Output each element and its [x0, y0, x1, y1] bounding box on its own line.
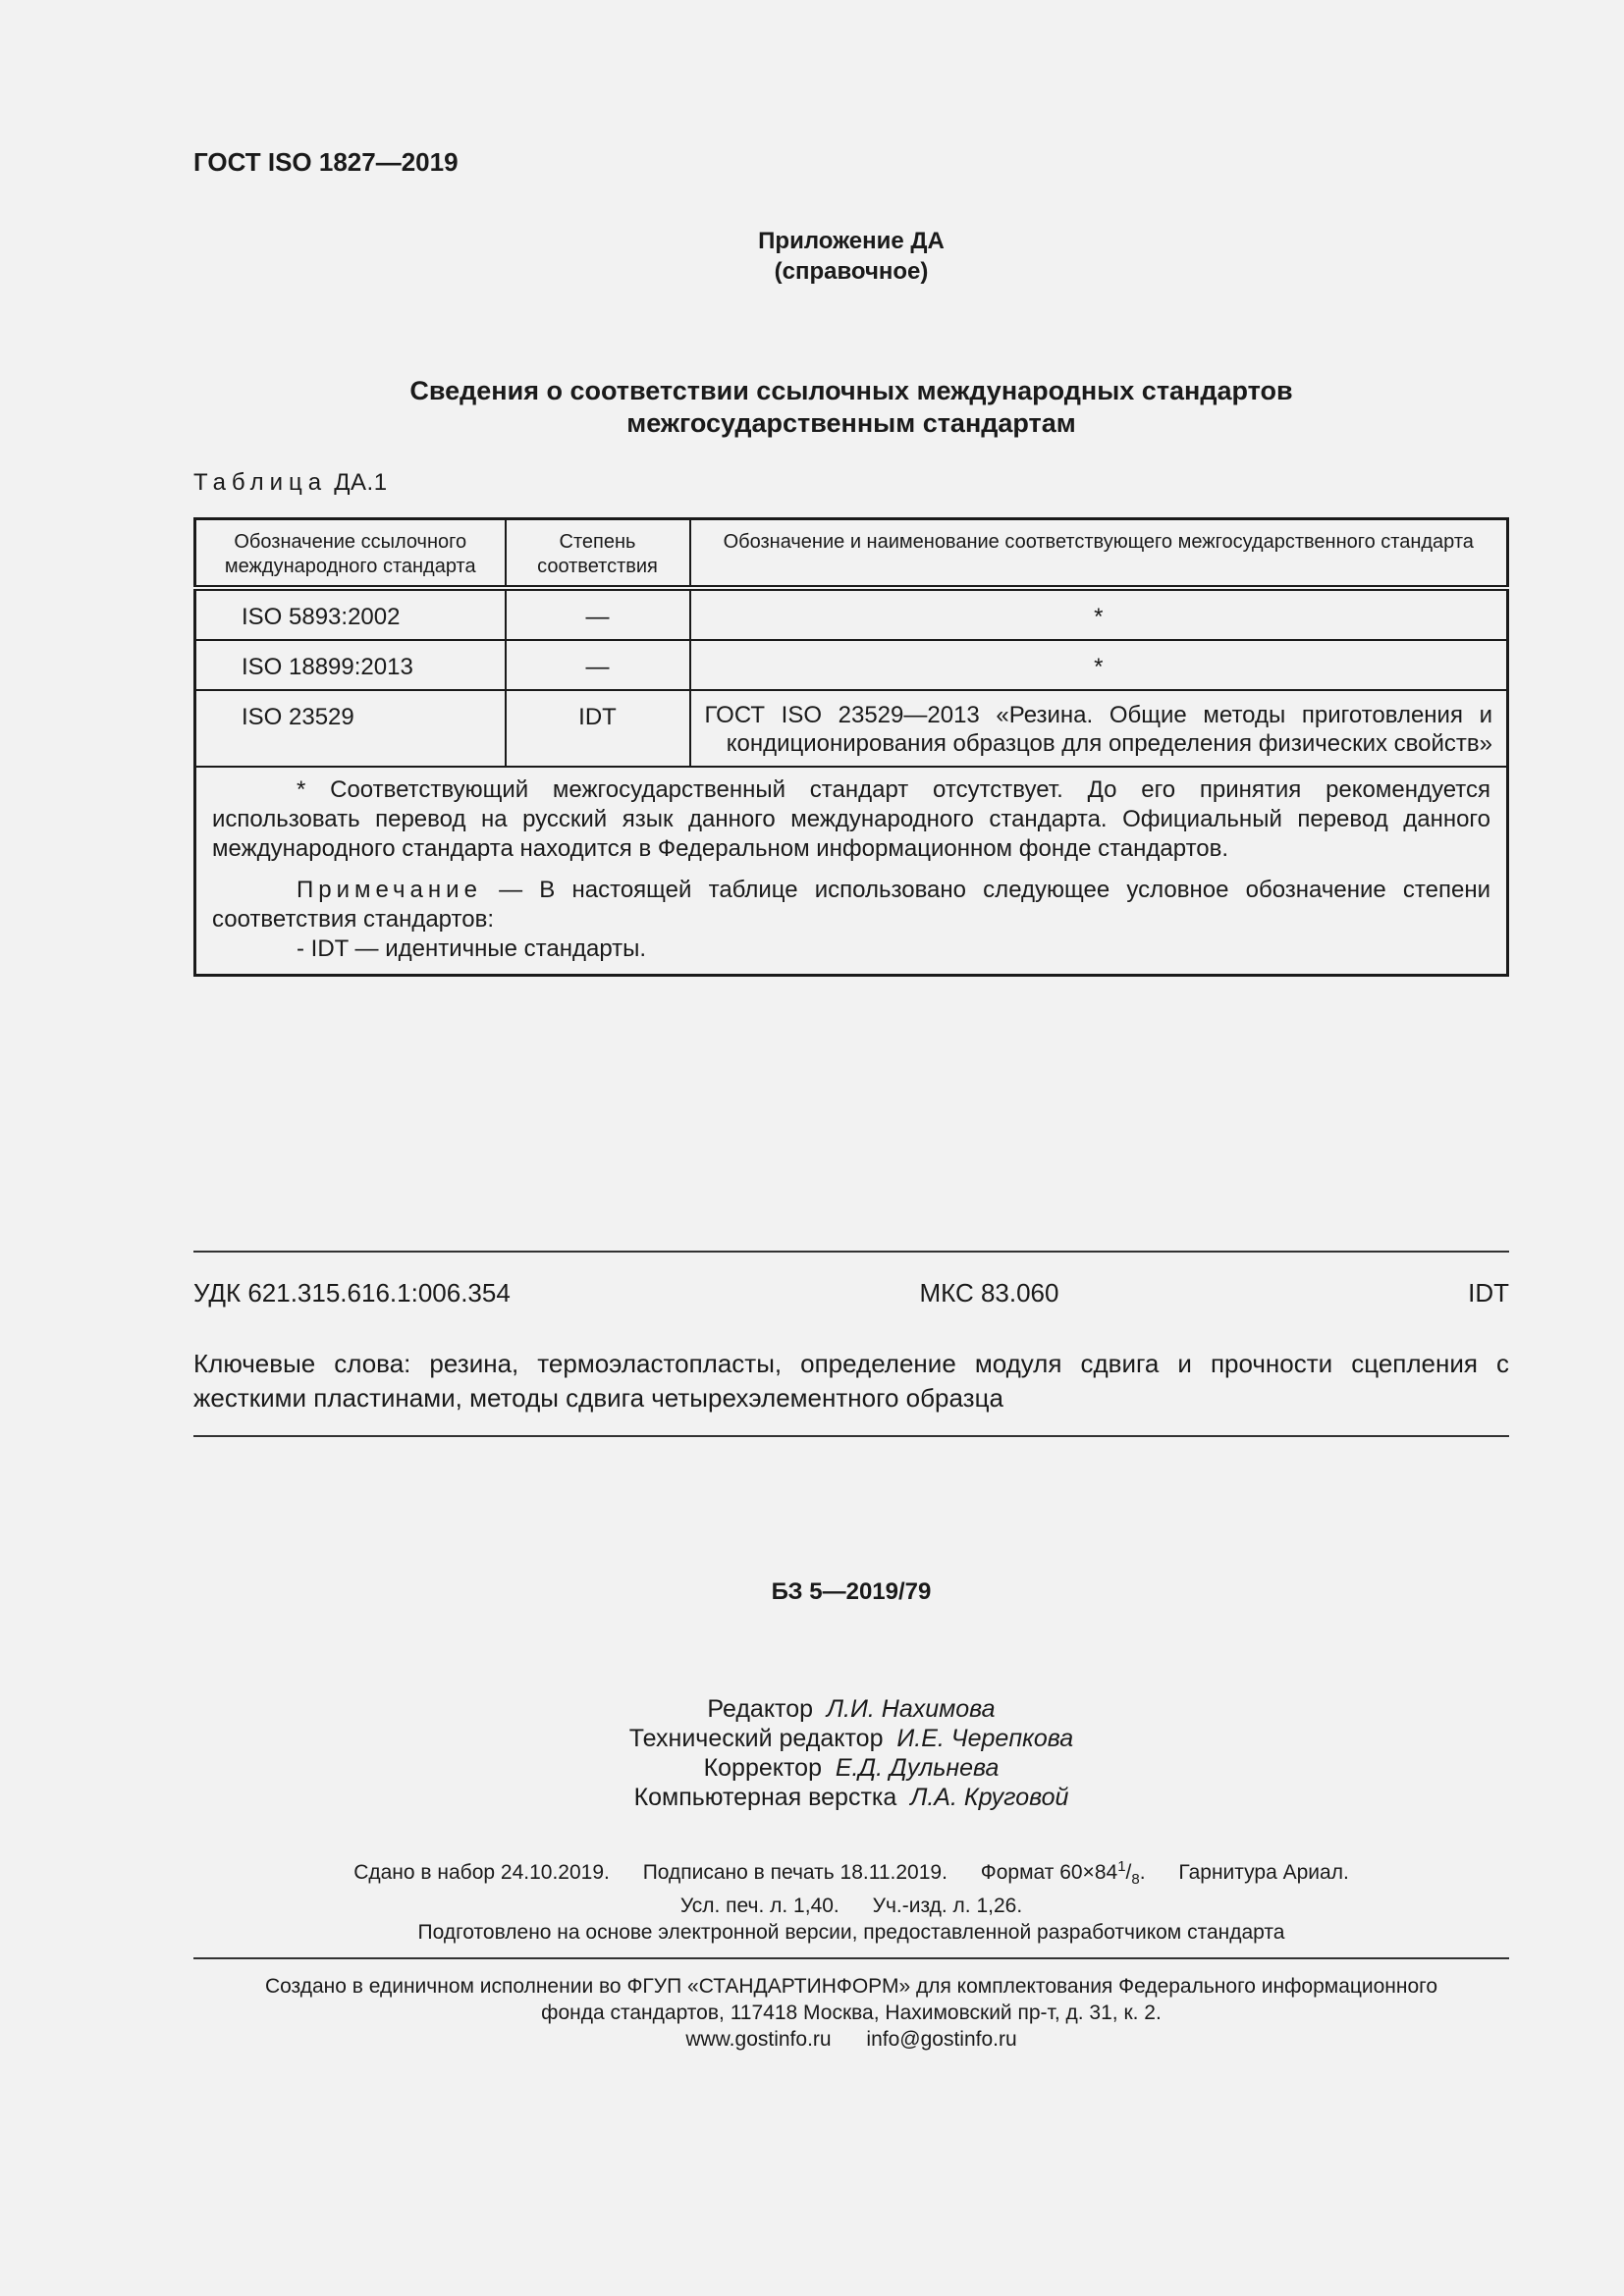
staff-role: Редактор: [707, 1695, 814, 1723]
signed-date: Подписано в печать 18.11.2019.: [642, 1861, 947, 1884]
classification-row: [193, 1278, 1509, 1308]
website-link[interactable]: www.gostinfo.ru: [685, 2028, 832, 2051]
email-link[interactable]: info@gostinfo.ru: [866, 2028, 1017, 2051]
ref-standard-cell: ISO 18899:2013: [195, 640, 506, 690]
table-label-word: Таблица: [193, 469, 328, 496]
udk-code: УДК 621.315.616.1:006.354: [193, 1278, 511, 1308]
footnote-text: * Соответствующий межгосударственный стандарт отсутствует. До его принятия рекомендуется использовать перевод на русский язык данного международного стандарта. Официальный перевод данного международного стандарта находится в Федеральном информационном фонде стандартов.: [212, 776, 1490, 862]
note-text: — В настоящей таблице использовано следующее условное обозначение степени соответствия стандартов:: [212, 877, 1490, 933]
typeface: Гарнитура Ариал.: [1178, 1861, 1349, 1884]
prepared-note: Подготовлено на основе электронной версии, предоставленной разработчиком стандарта: [417, 1921, 1285, 1945]
print-info-line-1: [193, 1853, 1509, 1893]
publisher-line-2: фонда стандартов, 117418 Москва, Нахимовский пр-т, д. 31, к. 2.: [541, 2002, 1162, 2024]
degree-cell: IDT: [506, 690, 690, 767]
submitted-date: Сдано в набор 24.10.2019.: [353, 1861, 610, 1884]
appendix-title: Приложение ДА: [758, 228, 945, 254]
print-info-line-2: [193, 1893, 1509, 1919]
national-standard-cell: *: [690, 588, 1508, 640]
staff-name: Е.Д. Дульнева: [835, 1754, 1000, 1782]
table-footnote-cell: [195, 767, 1508, 976]
header-degree: Степень соответствия: [506, 519, 690, 589]
degree-cell: —: [506, 640, 690, 690]
publisher-line-1: Создано в единичном исполнении во ФГУП «СТАНДАРТИНФОРМ» для комплектования Федерального информационного: [264, 1975, 1438, 1998]
divider: [193, 1957, 1509, 1959]
document-code: ГОСТ ISO 1827—2019: [193, 147, 459, 177]
note-item: - IDT — идентичные стандарты.: [297, 935, 647, 962]
table-row: [195, 690, 1508, 767]
divider: [193, 1435, 1509, 1437]
publisher-contacts: [193, 2026, 1509, 2053]
section-title-line-1: Сведения о соответствии ссылочных международных стандартов: [409, 376, 1293, 405]
standards-correspondence-table: [193, 517, 1509, 977]
table-label-number: ДА.1: [334, 469, 388, 496]
staff-list: [193, 1694, 1509, 1812]
table-note: [212, 876, 1490, 934]
staff-line: [193, 1724, 1509, 1753]
staff-line: [193, 1753, 1509, 1783]
keywords: Ключевые слова: резина, термоэластопласты, определение модуля сдвига и прочности сцепления с жесткими пластинами, методы сдвига четырехэлементного образца: [193, 1349, 1509, 1413]
staff-role: Технический редактор: [628, 1725, 884, 1752]
section-title-line-2: межгосударственным стандартам: [626, 408, 1076, 438]
staff-name: Л.И. Нахимова: [826, 1695, 996, 1723]
staff-role: Компьютерная верстка: [633, 1784, 897, 1811]
appendix-heading: [193, 226, 1509, 287]
ref-standard-cell: ISO 5893:2002: [195, 588, 506, 640]
print-info: [193, 1853, 1509, 1946]
header-ref-standard: Обозначение ссылочного международного стандарта: [195, 519, 506, 589]
table-footnote-row: [195, 767, 1508, 976]
correspondence-degree: IDT: [1468, 1278, 1509, 1308]
publisher-info: [193, 1973, 1509, 2053]
bz-number: БЗ 5—2019/79: [771, 1578, 932, 1605]
publishing-sheets: Уч.-изд. л. 1,26.: [872, 1895, 1023, 1918]
section-title: [193, 375, 1509, 440]
table-header-row: [195, 519, 1508, 589]
ref-standard-cell: ISO 23529: [195, 690, 506, 767]
header-national-standard: Обозначение и наименование соответствующего межгосударственного стандарта: [690, 519, 1508, 589]
staff-name: И.Е. Черепкова: [896, 1725, 1074, 1752]
table-label: [193, 469, 388, 497]
staff-role: Корректор: [703, 1754, 822, 1782]
staff-name: Л.А. Круговой: [910, 1784, 1069, 1811]
degree-cell: —: [506, 588, 690, 640]
printed-sheets: Усл. печ. л. 1,40.: [679, 1895, 839, 1918]
staff-line: [193, 1783, 1509, 1812]
note-word: Примечание: [297, 877, 482, 903]
table-row: [195, 640, 1508, 690]
appendix-type: (справочное): [774, 258, 929, 285]
divider: [193, 1251, 1509, 1253]
staff-line: [193, 1694, 1509, 1724]
table-row: [195, 588, 1508, 640]
paper-format: Формат $60\times 84^1/_8$.: [980, 1858, 1146, 1889]
national-standard-cell: ГОСТ ISO 23529—2013 «Резина. Общие методы приготовления и кондиционирования образцов для определения физических свойств»: [690, 690, 1508, 767]
national-standard-cell: *: [690, 640, 1508, 690]
mks-code: МКС 83.060: [919, 1278, 1059, 1308]
